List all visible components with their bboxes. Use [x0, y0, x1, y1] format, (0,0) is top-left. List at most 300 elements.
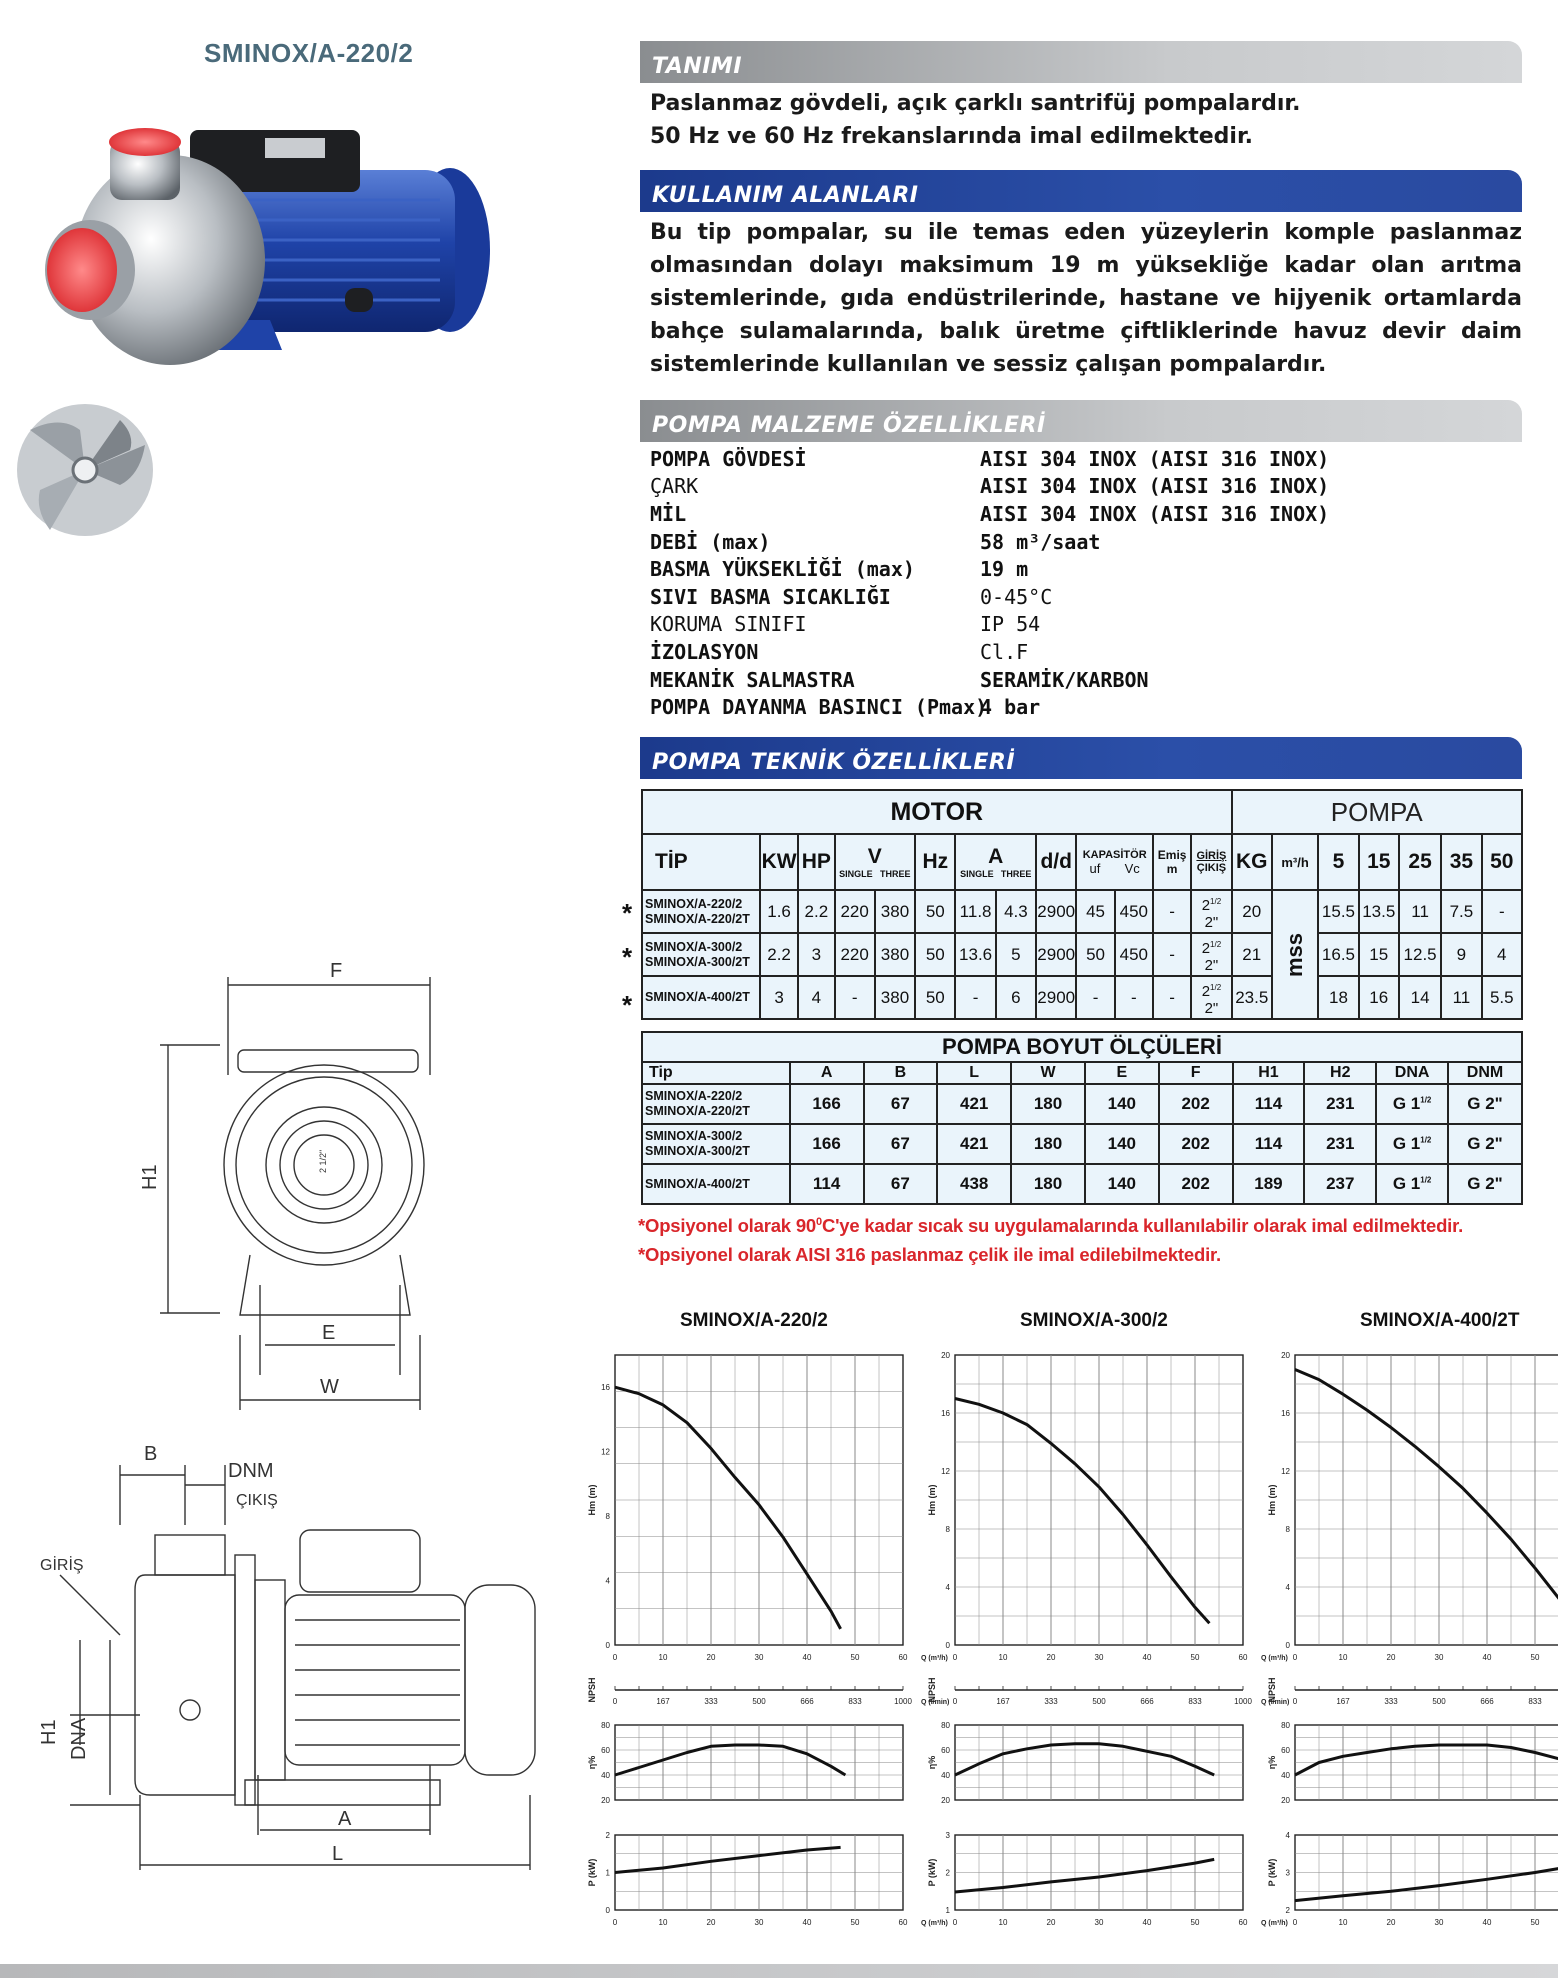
cell-dd: 2900	[1036, 933, 1076, 976]
cell-kg: 21	[1232, 933, 1272, 976]
power-x-tick-label: 30	[1434, 1918, 1444, 1927]
eff-curve	[1295, 1745, 1558, 1775]
eff-curve	[615, 1745, 845, 1775]
dims-cell: 180	[1011, 1164, 1085, 1204]
head-y-tick-label: 16	[601, 1383, 610, 1393]
inlet-size-mark: 2 1/2"	[318, 1149, 328, 1173]
cell-q: 12.5	[1399, 933, 1441, 976]
col-v-three: THREE	[879, 869, 911, 879]
material-spec-list	[650, 445, 1329, 721]
mss-label: mss	[1282, 932, 1308, 977]
eff-y-tick-label: 40	[601, 1771, 610, 1780]
spec-label: POMPA DAYANMA BASINCI (Pmax)	[650, 695, 988, 720]
row-tip	[642, 976, 760, 1019]
head-x-tick-label: 30	[1434, 1653, 1444, 1662]
head-y-tick-label: 0	[1285, 1641, 1290, 1650]
npsh-x-tick-label: 0	[952, 1697, 958, 1706]
note-1a: *Opsiyonel olarak 90	[638, 1215, 817, 1236]
dims-col-w: W	[1011, 1062, 1085, 1084]
col-cikis: ÇIKIŞ	[1196, 862, 1227, 874]
dim-label-b: B	[144, 1443, 158, 1465]
dims-row-tip	[642, 1124, 790, 1164]
pump-photo	[10, 130, 520, 570]
npsh-x-tick-label: 833	[1188, 1697, 1202, 1706]
eff-y-tick-label: 20	[941, 1796, 950, 1805]
head-y-tick-label: 8	[605, 1512, 610, 1522]
cell-v1: -	[835, 976, 875, 1019]
head-y-tick-label: 12	[1281, 1467, 1290, 1476]
cell-kw: 3	[760, 976, 798, 1019]
head-y-axis-label: Hm (m)	[927, 1484, 937, 1516]
head-x-tick-label: 30	[754, 1653, 764, 1662]
col-a	[955, 834, 1036, 890]
spec-row	[650, 666, 1329, 694]
power-y-tick-label: 2	[605, 1831, 610, 1840]
section-tanimi-title: TANIMI	[652, 54, 743, 79]
col-emis-label: Emiş	[1157, 848, 1187, 862]
cell-giris: 2	[1201, 982, 1211, 1000]
power-x-tick-label: 50	[1530, 1918, 1540, 1927]
power-x-tick-label: 30	[1094, 1918, 1104, 1927]
spec-label: KORUMA SINIFI	[650, 612, 807, 637]
cell-hz: 50	[915, 890, 955, 933]
note-hot-water	[638, 1215, 1463, 1237]
dna-value: G 1	[1392, 1134, 1421, 1153]
dims-cell: 67	[864, 1164, 938, 1204]
col-emis-unit: m	[1166, 862, 1178, 876]
npsh-x-tick-label: 0	[1292, 1697, 1298, 1706]
dims-cell-dna	[1376, 1084, 1448, 1124]
impeller-image	[17, 404, 153, 536]
dims-row-tip-1: SMINOX/A-300/2	[645, 1129, 743, 1143]
npsh-x-tick-label: 833	[1528, 1697, 1542, 1706]
spec-row	[650, 611, 1329, 639]
col-vc: Vc	[1124, 860, 1140, 876]
cell-giris-sup: 1/2	[1210, 939, 1222, 949]
inlet-label: GİRİŞ	[40, 1557, 84, 1574]
cell-q: 14	[1399, 976, 1441, 1019]
col-v-single: SINGLE	[839, 869, 873, 879]
head-x-tick-label: 30	[1094, 1653, 1104, 1662]
col-a-single: SINGLE	[960, 869, 994, 879]
dim-label-h1-side: H1	[38, 1719, 60, 1745]
cell-v1: 220	[835, 890, 875, 933]
power-y-tick-label: 2	[1285, 1906, 1290, 1915]
power-x-tick-label: 10	[1338, 1918, 1348, 1927]
cell-q: 4	[1482, 933, 1522, 976]
head-y-tick-label: 20	[941, 1351, 950, 1360]
head-x-tick-label: 0	[952, 1653, 958, 1662]
note-1-degree: 0	[816, 1215, 822, 1228]
tanimi-line-1: Paslanmaz gövdeli, açık çarklı santrifüj pompalardır.	[650, 91, 1301, 116]
spec-label: BASMA YÜKSEKLİĞİ (max)	[650, 557, 915, 582]
head-x-tick-label: 0	[612, 1653, 618, 1662]
row-star-3: *	[622, 990, 633, 1020]
head-x-tick-label: 0	[1292, 1653, 1298, 1662]
col-kapasitor-label: KAPASİTÖR	[1082, 848, 1147, 861]
cell-v3: 380	[875, 976, 915, 1019]
npsh-x-tick-label: 666	[1140, 1697, 1154, 1706]
dims-col-e: E	[1085, 1062, 1159, 1084]
dims-cell-dnm: G 2"	[1448, 1084, 1522, 1124]
cell-cikis: 2"	[1204, 956, 1219, 974]
head-y-tick-label: 4	[605, 1576, 610, 1586]
col-a-label: A	[988, 845, 1004, 868]
dims-row-tip-1: SMINOX/A-400/2T	[645, 1176, 750, 1191]
col-hp: HP	[798, 834, 834, 890]
npsh-x-tick-label: 666	[1480, 1697, 1494, 1706]
cell-giris-sup: 1/2	[1210, 896, 1222, 906]
chart-title-300: SMINOX/A-300/2	[1020, 1310, 1168, 1331]
head-y-tick-label: 0	[605, 1641, 610, 1650]
eff-y-tick-label: 20	[1281, 1796, 1290, 1805]
cell-giris-sup: 1/2	[1210, 982, 1222, 992]
note-aisi316: *Opsiyonel olarak AISI 316 paslanmaz çelik ile imal edilebilmektedir.	[638, 1244, 1221, 1265]
spec-row	[650, 445, 1329, 473]
dims-cell: 140	[1085, 1124, 1159, 1164]
head-x-tick-label: 20	[1046, 1653, 1056, 1662]
cell-q: 15	[1359, 933, 1399, 976]
cell-q: 11	[1399, 890, 1441, 933]
eff-y-tick-label: 80	[1281, 1721, 1290, 1730]
section-malzeme	[640, 400, 1522, 442]
head-y-axis-label: Hm (m)	[1267, 1484, 1277, 1516]
head-x-tick-label: 20	[706, 1653, 716, 1662]
cell-q: 7.5	[1441, 890, 1481, 933]
power-x-tick-label: 0	[952, 1918, 958, 1927]
head-x-tick-label: 50	[850, 1653, 860, 1662]
head-y-tick-label: 16	[1281, 1409, 1290, 1418]
npsh-x-axis-label: Q (l/min)	[921, 1699, 950, 1706]
dims-cell: 114	[790, 1164, 864, 1204]
row-star-1: *	[622, 898, 633, 928]
power-y-axis-label: P (kW)	[1267, 1858, 1277, 1887]
head-curve	[1295, 1370, 1558, 1612]
row-tip-2: SMINOX/A-300/2T	[645, 954, 750, 969]
cell-a3: 4.3	[996, 890, 1036, 933]
cell-v1: 220	[835, 933, 875, 976]
dims-row-tip-2: SMINOX/A-220/2T	[645, 1104, 750, 1118]
cell-cikis: 2"	[1204, 999, 1219, 1017]
spec-value: SERAMİK/KARBON	[980, 667, 1149, 692]
chart-title-400: SMINOX/A-400/2T	[1360, 1310, 1520, 1331]
performance-chart-400	[1265, 1345, 1558, 1930]
power-x-tick-label: 20	[706, 1918, 716, 1927]
power-y-tick-label: 0	[605, 1906, 610, 1915]
dim-label-w: W	[320, 1376, 339, 1398]
head-x-tick-label: 20	[1386, 1653, 1396, 1662]
power-y-tick-label: 3	[1285, 1868, 1290, 1878]
spec-row	[650, 638, 1329, 666]
eff-curve	[955, 1744, 1214, 1775]
power-x-tick-label: 10	[658, 1918, 668, 1927]
col-giris: GİRİŞ	[1196, 850, 1227, 862]
npsh-axis-label: NPSH	[1267, 1677, 1277, 1703]
eff-y-tick-label: 80	[941, 1721, 950, 1730]
performance-chart-220	[585, 1345, 950, 1930]
spec-row	[650, 528, 1329, 556]
dims-cell: 202	[1159, 1124, 1233, 1164]
spec-label: SIVI BASMA SICAKLIĞI	[650, 584, 891, 609]
dims-col-a: A	[790, 1062, 864, 1084]
table-row	[642, 1084, 1522, 1124]
table-row	[642, 933, 1522, 976]
cell-hp: 4	[798, 976, 834, 1019]
power-x-tick-label: 60	[1238, 1918, 1248, 1927]
spec-value: IP 54	[980, 612, 1041, 637]
dims-cell: 231	[1304, 1124, 1376, 1164]
spec-label: POMPA GÖVDESİ	[650, 446, 807, 471]
row-tip-1: SMINOX/A-300/2	[645, 939, 743, 954]
tech-header-group	[642, 790, 1522, 834]
dims-cell-dnm: G 2"	[1448, 1124, 1522, 1164]
power-x-axis-label: Q (m³/h)	[921, 1920, 948, 1927]
col-q-50: 50	[1482, 834, 1522, 890]
power-x-tick-label: 0	[612, 1918, 618, 1927]
dims-cell: 421	[937, 1084, 1011, 1124]
npsh-x-tick-label: 500	[752, 1697, 766, 1706]
dims-cell: 140	[1085, 1164, 1159, 1204]
power-y-tick-label: 4	[1285, 1831, 1290, 1840]
dim-label-h1: H1	[139, 1164, 161, 1190]
dims-col-b: B	[864, 1062, 938, 1084]
power-curve	[955, 1859, 1214, 1892]
eff-y-axis-label: η%	[1267, 1755, 1277, 1770]
cell-kg: 23.5	[1232, 976, 1272, 1019]
spec-value: AISI 304 INOX (AISI 316 INOX)	[980, 446, 1330, 471]
section-teknik-title: POMPA TEKNİK ÖZELLİKLERİ	[652, 750, 1016, 775]
section-malzeme-title: POMPA MALZEME ÖZELLİKLERİ	[652, 413, 1046, 438]
dims-row-tip-1: SMINOX/A-220/2	[645, 1089, 743, 1103]
head-x-tick-label: 10	[1338, 1653, 1348, 1662]
dims-col-dna: DNA	[1376, 1062, 1448, 1084]
cell-hz: 50	[915, 976, 955, 1019]
cell-giris-cikis	[1191, 976, 1231, 1019]
npsh-x-tick-label: 1000	[1234, 1697, 1252, 1706]
dims-cell: 67	[864, 1124, 938, 1164]
npsh-x-tick-label: 0	[612, 1697, 618, 1706]
dim-label-dnm: DNM	[228, 1460, 274, 1482]
spec-label: MEKANİK SALMASTRA	[650, 667, 855, 692]
dna-sup: 1/2	[1420, 1175, 1432, 1185]
dims-col-dnm: DNM	[1448, 1062, 1522, 1084]
head-x-tick-label: 10	[658, 1653, 668, 1662]
npsh-x-tick-label: 333	[1044, 1697, 1058, 1706]
eff-y-tick-label: 60	[1281, 1746, 1290, 1755]
col-q-35: 35	[1441, 834, 1481, 890]
chart-title-220: SMINOX/A-220/2	[680, 1310, 828, 1331]
col-a-three: THREE	[1000, 869, 1032, 879]
eff-y-tick-label: 60	[601, 1746, 610, 1755]
section-kullanim-title: KULLANIM ALANLARI	[652, 183, 919, 208]
front-view-drawing	[140, 955, 460, 1410]
spec-value: 0-45°C	[980, 584, 1053, 609]
spec-row	[650, 693, 1329, 721]
cell-emis: -	[1153, 933, 1191, 976]
eff-y-tick-label: 80	[601, 1721, 610, 1730]
cell-q: -	[1482, 890, 1522, 933]
dim-label-dna: DNA	[68, 1717, 90, 1760]
dimensions-table	[641, 1031, 1523, 1205]
dims-cell: 114	[1233, 1084, 1305, 1124]
spec-label: DEBİ (max)	[650, 529, 771, 554]
spec-value: Cl.F	[980, 639, 1029, 664]
power-x-tick-label: 20	[1046, 1918, 1056, 1927]
npsh-x-tick-label: 666	[800, 1697, 814, 1706]
row-tip	[642, 890, 760, 933]
col-kapasitor	[1076, 834, 1153, 890]
cell-emis: -	[1153, 976, 1191, 1019]
row-tip	[642, 933, 760, 976]
dims-col-h2: H2	[1304, 1062, 1376, 1084]
dims-cell: 189	[1233, 1164, 1305, 1204]
power-x-tick-label: 40	[802, 1918, 812, 1927]
col-kw: KW	[760, 834, 798, 890]
col-dd: d/d	[1036, 834, 1076, 890]
head-y-tick-label: 12	[941, 1467, 950, 1476]
section-kullanim	[640, 170, 1522, 212]
dim-label-e: E	[322, 1322, 336, 1344]
cell-q: 18	[1318, 976, 1358, 1019]
dim-label-a: A	[338, 1808, 352, 1830]
power-x-tick-label: 0	[1292, 1918, 1298, 1927]
dims-cell-dnm: G 2"	[1448, 1164, 1522, 1204]
cell-q: 9	[1441, 933, 1481, 976]
spec-value: AISI 304 INOX (AISI 316 INOX)	[980, 501, 1330, 526]
cell-q: 16	[1359, 976, 1399, 1019]
dims-col-f: F	[1159, 1062, 1233, 1084]
dimensions-title: POMPA BOYUT ÖLÇÜLERİ	[642, 1032, 1522, 1062]
cell-cikis: 2"	[1204, 913, 1219, 931]
dims-cell: 180	[1011, 1084, 1085, 1124]
dims-cell: 231	[1304, 1084, 1376, 1124]
tech-column-headers	[642, 834, 1522, 890]
cell-vc: -	[1115, 976, 1153, 1019]
eff-y-axis-label: η%	[927, 1755, 937, 1770]
dims-cell: 166	[790, 1124, 864, 1164]
cell-v3: 380	[875, 890, 915, 933]
tanimi-text	[650, 87, 1522, 153]
cell-a3: 6	[996, 976, 1036, 1019]
performance-chart-300	[925, 1345, 1290, 1930]
dims-row-tip-2: SMINOX/A-300/2T	[645, 1144, 750, 1158]
side-view-drawing	[20, 1435, 540, 1875]
cell-kg: 20	[1232, 890, 1272, 933]
cell-q: 5.5	[1482, 976, 1522, 1019]
cell-hp: 3	[798, 933, 834, 976]
cell-q: 16.5	[1318, 933, 1358, 976]
dna-sup: 1/2	[1420, 1095, 1432, 1105]
head-x-tick-label: 40	[1482, 1653, 1492, 1662]
spec-value: 58 m³/saat	[980, 529, 1101, 554]
spec-row	[650, 500, 1329, 528]
npsh-x-tick-label: 500	[1092, 1697, 1106, 1706]
spec-label: MİL	[650, 501, 687, 526]
col-hz: Hz	[915, 834, 955, 890]
dim-label-l: L	[332, 1843, 344, 1865]
head-y-tick-label: 8	[1285, 1525, 1290, 1534]
col-emis	[1153, 834, 1191, 890]
cell-giris-cikis	[1191, 933, 1231, 976]
dims-cell: 180	[1011, 1124, 1085, 1164]
head-x-tick-label: 10	[998, 1653, 1008, 1662]
power-x-axis-label: Q (m³/h)	[1261, 1920, 1288, 1927]
power-y-axis-label: P (kW)	[927, 1858, 937, 1887]
power-x-tick-label: 10	[998, 1918, 1008, 1927]
head-x-tick-label: 50	[1190, 1653, 1200, 1662]
power-curve	[1295, 1867, 1558, 1901]
cell-uf: -	[1076, 976, 1114, 1019]
spec-label: ÇARK	[650, 474, 699, 499]
head-y-tick-label: 8	[945, 1525, 950, 1534]
head-x-axis-label: Q (m³/h)	[921, 1655, 948, 1662]
eff-y-tick-label: 20	[601, 1796, 610, 1805]
table-row	[642, 1124, 1522, 1164]
dims-cell: 237	[1304, 1164, 1376, 1204]
power-x-tick-label: 60	[898, 1918, 908, 1927]
power-x-tick-label: 50	[850, 1918, 860, 1927]
power-x-tick-label: 50	[1190, 1918, 1200, 1927]
power-y-tick-label: 1	[605, 1868, 610, 1878]
col-tip: TİP	[642, 834, 760, 890]
section-tanimi	[640, 41, 1522, 83]
col-q-5: 5	[1318, 834, 1358, 890]
row-star-2: *	[622, 942, 633, 972]
dna-value: G 1	[1392, 1174, 1421, 1193]
npsh-x-tick-label: 333	[704, 1697, 718, 1706]
head-x-tick-label: 40	[1142, 1653, 1152, 1662]
pompa-header: POMPA	[1232, 790, 1522, 834]
dims-cell: 166	[790, 1084, 864, 1124]
col-giris-cikis	[1191, 834, 1231, 890]
dims-cell: 438	[937, 1164, 1011, 1204]
npsh-axis-label: NPSH	[927, 1677, 937, 1703]
col-m3h: m³/h	[1272, 834, 1318, 890]
eff-y-tick-label: 60	[941, 1746, 950, 1755]
npsh-x-axis-label: Q (l/min)	[1261, 1699, 1290, 1706]
spec-label: İZOLASYON	[650, 639, 759, 664]
eff-y-tick-label: 40	[1281, 1771, 1290, 1780]
dims-cell: 202	[1159, 1164, 1233, 1204]
dna-value: G 1	[1392, 1094, 1421, 1113]
npsh-axis-label: NPSH	[587, 1677, 597, 1703]
dims-col-tip: Tip	[642, 1062, 790, 1084]
cell-dd: 2900	[1036, 976, 1076, 1019]
npsh-x-tick-label: 833	[848, 1697, 862, 1706]
table-row	[642, 890, 1522, 933]
power-y-tick-label: 3	[945, 1831, 950, 1840]
table-row	[642, 1164, 1522, 1204]
dims-cell: 202	[1159, 1084, 1233, 1124]
dims-cell: 114	[1233, 1124, 1305, 1164]
spec-row	[650, 473, 1329, 501]
cell-giris-cikis	[1191, 890, 1231, 933]
outlet-label: ÇIKIŞ	[236, 1492, 278, 1509]
row-tip-1: SMINOX/A-220/2	[645, 896, 743, 911]
dims-cell: 421	[937, 1124, 1011, 1164]
dims-cell-dna	[1376, 1124, 1448, 1164]
col-v-label: V	[867, 845, 882, 868]
cell-dd: 2900	[1036, 890, 1076, 933]
row-tip-2: SMINOX/A-220/2T	[645, 911, 750, 926]
cell-hz: 50	[915, 933, 955, 976]
head-x-tick-label: 50	[1530, 1653, 1540, 1662]
cell-kw: 2.2	[760, 933, 798, 976]
col-kg: KG	[1232, 834, 1272, 890]
cell-hp: 2.2	[798, 890, 834, 933]
dims-cell-dna	[1376, 1164, 1448, 1204]
cell-vc: 450	[1115, 933, 1153, 976]
